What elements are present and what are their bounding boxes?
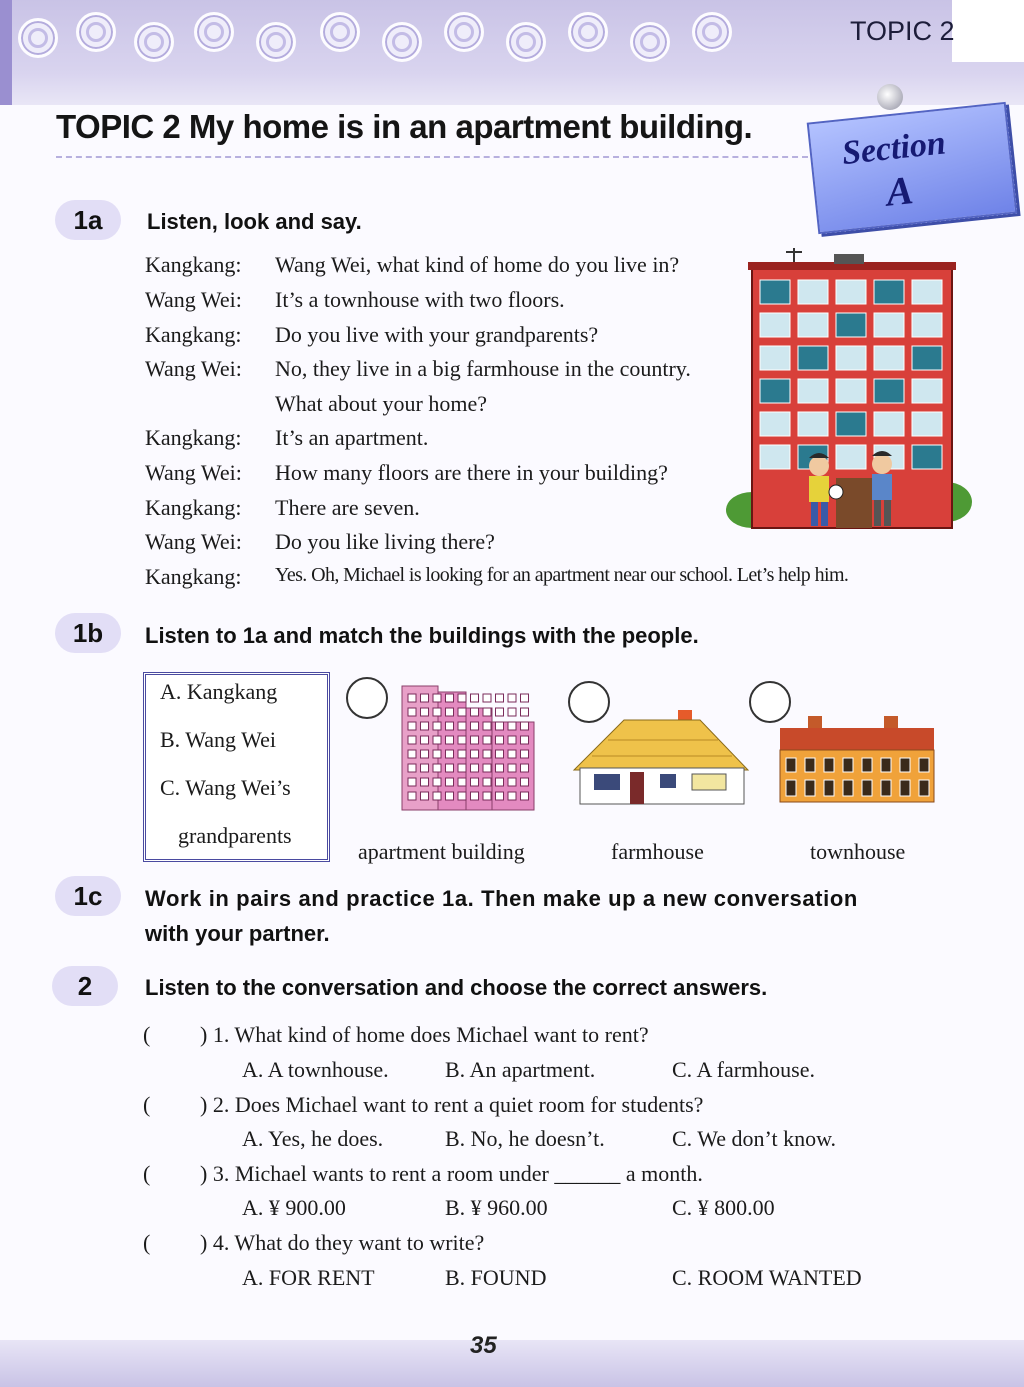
question-2: ) 2. Does Michael want to rent a quiet room for students? [200,1092,704,1117]
window [805,780,815,796]
window [458,750,466,758]
window [760,280,790,304]
window [760,379,790,403]
window [471,792,479,800]
speaker: Wang Wei: [145,287,242,312]
window [458,694,466,702]
ring-ornament [382,22,422,62]
window [496,736,504,744]
window [408,722,416,730]
window [798,313,828,337]
section-word: Section [840,124,948,173]
window [446,736,454,744]
window [471,750,479,758]
answer-blank-open[interactable]: ( [143,1161,151,1186]
window [496,792,504,800]
window [508,694,516,702]
window [508,778,516,786]
exercise-badge-2: 2 [52,966,118,1006]
window [458,736,466,744]
person-option: C. Wang Wei’s [160,775,291,800]
option-b: B. ¥ 960.00 [445,1195,548,1220]
person-option: B. Wang Wei [160,727,277,752]
window [824,758,834,772]
pushpin-icon [877,84,903,110]
window [421,792,429,800]
window [446,694,454,702]
instruction-1c-line2: with your partner. [145,921,330,946]
window [836,379,866,403]
window [919,780,929,796]
utterance: It’s a townhouse with two floors. [275,287,565,312]
window [836,412,866,436]
apartment-building-icon [400,682,536,812]
answer-blank-open[interactable]: ( [143,1092,151,1117]
window [496,708,504,716]
window [471,694,479,702]
window [421,708,429,716]
window [521,792,529,800]
speaker: Kangkang: [145,252,242,277]
window [798,379,828,403]
ring-ornament [444,12,484,52]
ring-ornament [76,12,116,52]
window [421,722,429,730]
utterance: Wang Wei, what kind of home do you live in? [275,252,680,277]
option-c: C. A farmhouse. [672,1057,815,1082]
window [798,346,828,370]
window [521,722,529,730]
window [874,280,904,304]
window [458,764,466,772]
window [912,313,942,337]
window [408,778,416,786]
window [912,445,942,469]
option-b: B. An apartment. [445,1057,596,1082]
footer-band [0,1340,1024,1387]
window [760,346,790,370]
window [408,750,416,758]
window [421,694,429,702]
ring-ornament [18,18,58,58]
window [862,758,872,772]
section-card [807,102,1018,234]
window [421,778,429,786]
section-letter: A [884,167,916,215]
window [471,722,479,730]
window [446,708,454,716]
page-number: 35 [470,1332,497,1359]
townhouse-icon [778,714,936,804]
topic-title: TOPIC 2 My home is in an apartment building. [56,108,753,145]
window [433,750,441,758]
window [521,778,529,786]
people-list-box [143,672,330,862]
window [760,313,790,337]
utterance: Do you like living there? [275,529,495,554]
window [483,722,491,730]
ring-ornament [568,12,608,52]
window [458,708,466,716]
window [919,758,929,772]
option-c: C. We don’t know. [672,1126,837,1151]
apartment-illustration [724,244,974,534]
window [471,708,479,716]
window [836,280,866,304]
window [483,764,491,772]
window [496,694,504,702]
answer-blank-open[interactable]: ( [143,1230,151,1255]
window [521,736,529,744]
window [446,778,454,786]
utterance: It’s an apartment. [275,425,429,450]
window [496,750,504,758]
utterance: Do you live with your grandparents? [275,322,599,347]
caption-townhouse: townhouse [810,839,906,864]
window [446,722,454,730]
exercise-badge-1c: 1c [55,876,121,916]
window [408,736,416,744]
corner-blank [952,0,1024,62]
caption-farmhouse: farmhouse [611,839,704,864]
window [521,764,529,772]
window [508,764,516,772]
window [433,736,441,744]
option-a: A. A townhouse. [242,1057,389,1082]
question-4: ) 4. What do they want to write? [200,1230,485,1255]
window [912,346,942,370]
running-head: TOPIC 2 [850,16,955,46]
speaker: Wang Wei: [145,460,242,485]
window [900,780,910,796]
window [521,694,529,702]
utterance: How many floors are there in your building? [275,460,668,485]
window [874,412,904,436]
window [446,764,454,772]
window [836,445,866,469]
answer-blank-open[interactable]: ( [143,1022,151,1047]
window [496,722,504,730]
window [421,736,429,744]
window [843,758,853,772]
title-divider [56,156,808,158]
question-3: ) 3. Michael wants to rent a room under ______ a month. [200,1161,703,1186]
window [433,778,441,786]
window [483,750,491,758]
window [874,379,904,403]
utterance: What about your home? [275,391,487,416]
person-option: A. Kangkang [160,679,278,704]
window [508,792,516,800]
window [881,758,891,772]
farmhouse-icon [572,708,750,806]
window [805,758,815,772]
window [471,764,479,772]
window [912,379,942,403]
ring-ornament [506,22,546,62]
exercise-badge-1a: 1a [55,200,121,240]
option-b: B. FOUND [445,1265,547,1290]
window [874,346,904,370]
ring-ornament [630,22,670,62]
window [446,750,454,758]
window [421,750,429,758]
window [471,778,479,786]
window [433,792,441,800]
window [862,780,872,796]
window [408,708,416,716]
window [496,764,504,772]
ring-ornament [194,12,234,52]
window [471,736,479,744]
ring-ornament [134,22,174,62]
question-1: ) 1. What kind of home does Michael want to rent? [200,1022,649,1047]
window [408,764,416,772]
window [798,280,828,304]
window [760,412,790,436]
utterance: No, they live in a big farmhouse in the country. [275,356,691,381]
window [912,280,942,304]
window [874,313,904,337]
answer-circle[interactable] [346,677,388,719]
ring-ornament [256,22,296,62]
window [446,792,454,800]
option-b: B. No, he doesn’t. [445,1126,605,1151]
window [508,750,516,758]
window [496,778,504,786]
window [912,412,942,436]
window [824,780,834,796]
window [483,736,491,744]
option-c: C. ROOM WANTED [672,1265,862,1290]
window [483,792,491,800]
instruction-1b: Listen to 1a and match the buildings with the people. [145,623,699,648]
window [458,792,466,800]
option-c: C. ¥ 800.00 [672,1195,775,1220]
window [508,736,516,744]
window [521,750,529,758]
window [836,346,866,370]
utterance: There are seven. [275,495,420,520]
window [900,758,910,772]
window [786,780,796,796]
speaker: Kangkang: [145,564,242,589]
window [421,764,429,772]
window [521,708,529,716]
ring-ornament [320,12,360,52]
window [836,313,866,337]
instruction-1c-line1: Work in pairs and practice 1a. Then make up a new conversation [145,886,858,911]
window [881,780,891,796]
window [798,412,828,436]
banner-edge [0,0,12,105]
speaker: Kangkang: [145,322,242,347]
window [458,778,466,786]
window [433,694,441,702]
instruction-1a: Listen, look and say. [147,209,362,234]
window [508,708,516,716]
ring-ornament [692,12,732,52]
option-a: A. FOR RENT [242,1265,375,1290]
window [433,764,441,772]
window [786,758,796,772]
window [433,708,441,716]
window [483,778,491,786]
person-option: grandparents [178,823,292,848]
window [458,722,466,730]
window [483,708,491,716]
speaker: Kangkang: [145,495,242,520]
window [408,792,416,800]
window [483,694,491,702]
speaker: Wang Wei: [145,529,242,554]
instruction-2: Listen to the conversation and choose the correct answers. [145,975,768,1000]
option-a: A. Yes, he does. [242,1126,384,1151]
window [760,445,790,469]
speaker: Wang Wei: [145,356,242,381]
speaker: Kangkang: [145,425,242,450]
exercise-badge-1b: 1b [55,613,121,653]
window [408,694,416,702]
window [433,722,441,730]
option-a: A. ¥ 900.00 [242,1195,346,1220]
utterance: Yes. Oh, Michael is looking for an apartment near our school. Let’s help him. [275,564,849,586]
window [843,780,853,796]
window [508,722,516,730]
caption-apartment: apartment building [358,839,525,864]
